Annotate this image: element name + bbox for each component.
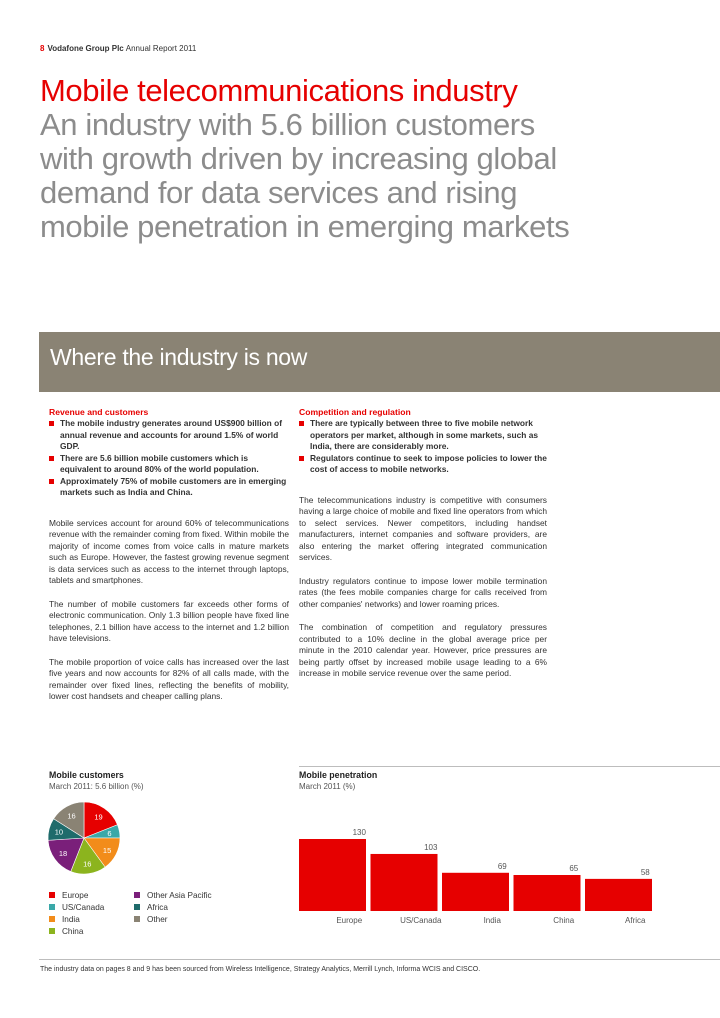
bar-africa — [585, 879, 652, 911]
left-paragraph-1: Mobile services account for around 60% of telecommunications revenue with the remainder coming from fixed. Within mobile the majority of income comes from voice calls in mature markets such as Europe. However, the fastest growing revenue segment is data services such as access to the internet through laptops, tablets and smartphones. — [49, 517, 289, 585]
pie-chart-title: Mobile customers — [49, 770, 124, 780]
bar-category-label: Europe — [336, 916, 363, 925]
pie-value-label: 15 — [102, 845, 112, 855]
pie-legend — [49, 891, 269, 941]
left-heading: Revenue and customers — [49, 407, 149, 417]
bar-category-label: US/Canada — [400, 916, 442, 925]
title-grey-line-2: with growth driven by increasing global — [40, 141, 557, 176]
legend-label: Other Asia Pacific — [147, 891, 212, 900]
legend-item — [49, 891, 88, 900]
left-bullet-3: Approximately 75% of mobile customers are in emerging markets such as India and China. — [49, 476, 289, 499]
legend-label: Other — [147, 915, 168, 924]
legend-label: India — [62, 915, 80, 924]
legend-label: Africa — [147, 903, 168, 912]
title-grey-line-1: An industry with 5.6 billion customers — [40, 107, 535, 142]
page-number: 8 — [40, 44, 45, 53]
legend-item — [134, 891, 212, 900]
right-column — [299, 407, 547, 692]
pie-chart-subtitle: March 2011: 5.6 billion (%) — [49, 782, 144, 791]
pie-value-label: 16 — [83, 859, 92, 869]
legend-label: China — [62, 927, 84, 936]
pie-value-label: 10 — [54, 827, 64, 837]
section-title: Where the industry is now — [50, 344, 308, 370]
title-grey-line-4: mobile penetration in emerging markets — [40, 209, 570, 244]
pie-value-label: 18 — [58, 849, 68, 859]
title-grey-line-3: demand for data services and rising — [40, 175, 518, 210]
footnote: The industry data on pages 8 and 9 has been sourced from Wireless Intelligence, Strategy Analytics, Merrill Lynch, Informa WCIS and CISCO. — [40, 966, 481, 973]
legend-swatch — [134, 916, 140, 922]
pie-value-label: 19 — [94, 812, 103, 822]
legend-swatch — [49, 916, 55, 922]
bar-india — [442, 873, 509, 911]
legend-swatch — [49, 892, 55, 898]
bar-europe — [299, 839, 366, 911]
footer-rule — [39, 959, 720, 960]
left-paragraph-2: The number of mobile customers far exceeds other forms of electronic communication. Only 1.3 billion people have fixed line telephones, 2.1 billion have access to the internet and 1.2 billion have televisions. — [49, 598, 289, 643]
bar-value-label: 130 — [352, 828, 366, 837]
right-bullet-1: There are typically between three to five mobile network operators per market, although in some markets, such as India, there are considerably more. — [299, 418, 547, 453]
title-red-line: Mobile telecommunications industry — [40, 73, 518, 108]
left-bullet-1: The mobile industry generates around US$900 billion of annual revenue and accounts for around 1.5% of world GDP. — [49, 418, 289, 453]
left-bullets — [49, 418, 289, 499]
running-header — [40, 44, 196, 53]
bar-chart — [299, 818, 659, 930]
legend-item — [134, 915, 167, 924]
chart-top-rule — [299, 766, 720, 767]
section-band — [39, 332, 720, 392]
company-name: Vodafone Group Plc — [47, 44, 124, 53]
right-paragraph-1: The telecommunications industry is competitive with consumers having a large choice of mobile and fixed line operators from which to select services. Newer competitors, including handset manufacturers, internet companies and software providers, are also entering the market offering integrated communication services. — [299, 494, 547, 562]
legend-swatch — [134, 892, 140, 898]
bar-value-label: 69 — [497, 861, 507, 871]
page-title — [40, 74, 700, 244]
bar-category-label: Africa — [625, 916, 646, 925]
right-paragraph-2: Industry regulators continue to impose lower mobile termination rates (the fees mobile companies charge for calls received from other companies' networks) and lower roaming prices. — [299, 575, 547, 609]
bar-chart-title: Mobile penetration — [299, 770, 378, 780]
right-bullet-2: Regulators continue to seek to impose policies to lower the cost of access to mobile networks. — [299, 453, 547, 476]
pie-value-label: 16 — [67, 811, 76, 821]
bar-category-label: India — [483, 916, 501, 925]
left-column — [49, 407, 289, 715]
legend-swatch — [49, 928, 55, 934]
left-bullet-2: There are 5.6 billion mobile customers which is equivalent to around 80% of the world population. — [49, 453, 289, 476]
bar-value-label: 65 — [569, 864, 579, 873]
right-heading: Competition and regulation — [299, 407, 411, 417]
bar-category-label: China — [553, 916, 575, 925]
legend-label: Europe — [62, 891, 89, 900]
pie-value-label: 6 — [107, 829, 112, 839]
bar-china — [514, 875, 581, 911]
legend-swatch — [49, 904, 55, 910]
bar-value-label: 103 — [424, 842, 438, 852]
left-paragraph-3: The mobile proportion of voice calls has increased over the last five years and now accounts for 82% of all calls made, with the remainder over fixed lines, reflecting the benefits of mobility, lower cost handsets and cheaper calling plans. — [49, 656, 289, 701]
bar-value-label: 58 — [640, 867, 650, 877]
right-bullets — [299, 418, 547, 476]
legend-item — [49, 927, 83, 936]
document-name: Annual Report 2011 — [125, 44, 197, 53]
pie-chart — [44, 798, 124, 878]
legend-item — [134, 903, 168, 912]
legend-label: US/Canada — [62, 903, 105, 912]
legend-item — [49, 903, 104, 912]
right-paragraph-3: The combination of competition and regulatory pressures contributed to a 10% decline in the global average price per minute in the 2010 calendar year. However, price pressures are being partly offset by increased mobile usage leading to a 6% increase in mobile service revenue over the same period. — [299, 622, 547, 678]
bar-chart-subtitle: March 2011 (%) — [299, 782, 356, 791]
legend-swatch — [134, 904, 140, 910]
bar-us-canada — [371, 854, 438, 911]
legend-item — [49, 915, 80, 924]
